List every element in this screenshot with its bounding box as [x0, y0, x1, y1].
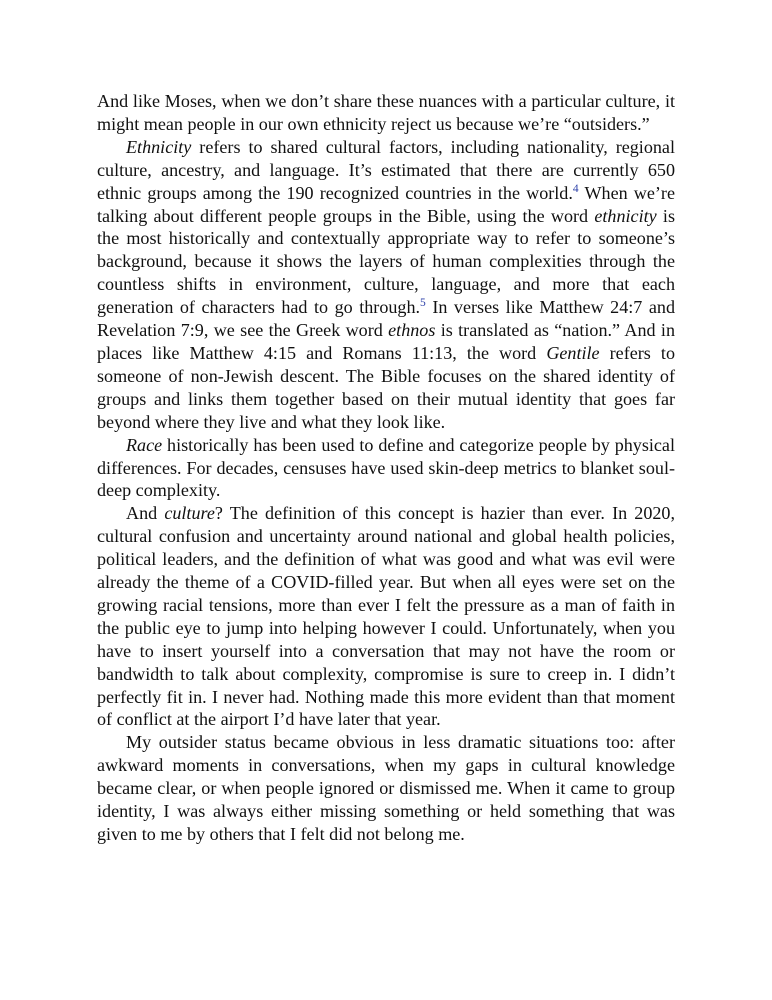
- text-run: refers to someone of non-Jewish descent. The Bible focuses on the shared identity of groups and links them together based on their mutual identity that goes far beyond where they live and what they look like.: [97, 342, 675, 432]
- paragraph: [97, 502, 675, 731]
- book-page-body: [97, 90, 675, 846]
- paragraph: [97, 731, 675, 846]
- paragraph: [97, 90, 675, 136]
- text-run: And like Moses, when we don’t share these nuances with a particular culture, it might mean people in our own ethnicity reject us because we’re “outsiders.”: [97, 91, 675, 134]
- text-run: And: [126, 503, 165, 524]
- text-run: ? The definition of this concept is hazier than ever. In 2020, cultural confusion and uncertainty around national and global health policies, political leaders, and the definition of what was good and what was evil were already the theme of a COVID-filled year. But when all eyes were set on the growing racial tensions, more than ever I felt the pressure as a man of faith in the public eye to jump into helping however I could. Unfortunately, when you have to insert yourself into a conversation that may not have the room or bandwidth to talk about complexity, compromise is sure to creep in. I didn’t perfectly fit in. I never had. Nothing made this more evident than that moment of conflict at the airport I’d have later that year.: [97, 503, 675, 730]
- italic-term: ethnos: [388, 320, 436, 341]
- italic-term: Race: [126, 434, 163, 455]
- footnote-reference[interactable]: 4: [572, 182, 579, 195]
- text-run: refers to shared cultural factors, including nationality, regional culture, ancestry, and language. It’s estimated that there are currently 650 ethnic groups among the 190 recognized countries in the world.: [97, 136, 675, 203]
- italic-term: culture: [164, 503, 215, 524]
- text-run: When we’re talking about different people groups in the Bible, using the word: [97, 182, 675, 226]
- footnote-reference[interactable]: 5: [420, 297, 426, 310]
- text-run: is the most historically and contextually appropriate way to refer to someone’s background, because it shows the layers of human complexities through the countless shifts in environment, culture, language, and more that each generation of characters had to go through.: [97, 205, 676, 318]
- italic-term: ethnicity: [594, 205, 657, 226]
- text-run: is translated as “nation.” And in places like Matthew 4:15 and Romans 11:13, the word: [97, 320, 675, 363]
- italic-term: Ethnicity: [126, 136, 192, 157]
- text-run: My outsider status became obvious in less dramatic situations too: after awkward moments in conversations, when my gaps in cultural knowledge became clear, or when people ignored or dismissed me. When it came to group identity, I was always either missing something or held something that was given to me by others that I felt did not belong me.: [97, 732, 675, 844]
- italic-term: Gentile: [546, 342, 600, 363]
- paragraph: [97, 434, 675, 503]
- text-run: In verses like Matthew 24:7 and Revelation 7:9, we see the Greek word: [97, 297, 676, 341]
- text-run: historically has been used to define and categorize people by physical differences. For decades, censuses have used skin-deep metrics to blanket soul-deep complexity.: [97, 434, 675, 501]
- paragraph: [97, 136, 675, 434]
